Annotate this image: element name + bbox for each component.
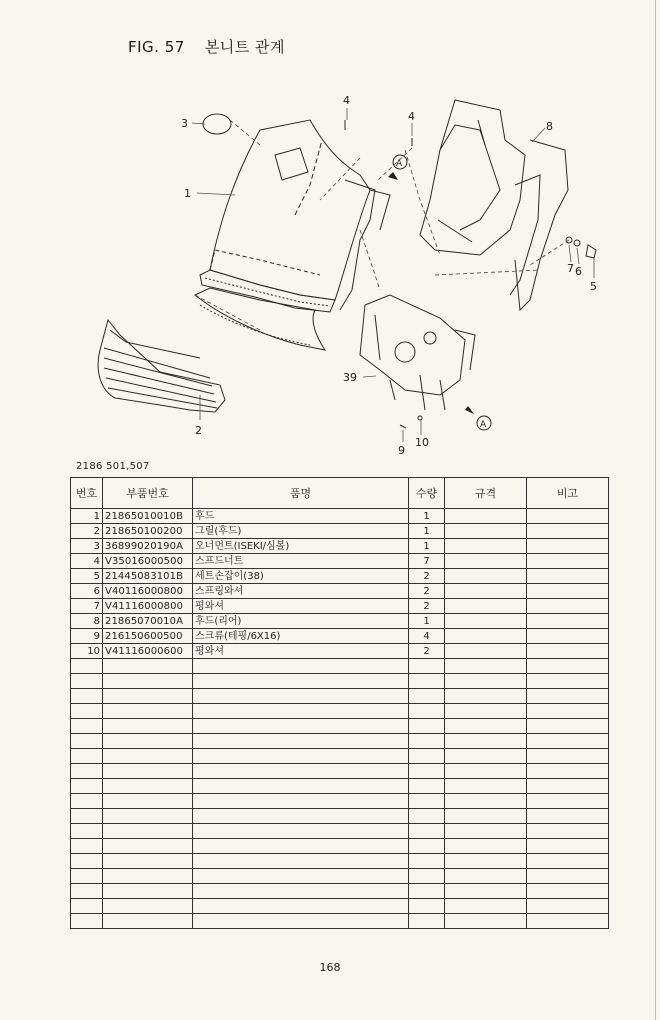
table-row (71, 584, 609, 599)
empty-cell (409, 749, 445, 764)
cell-spec (445, 629, 527, 644)
empty-cell (527, 749, 609, 764)
empty-cell (527, 809, 609, 824)
empty-cell (193, 689, 409, 704)
empty-cell (71, 824, 103, 839)
empty-table-row (71, 704, 609, 719)
empty-cell (103, 689, 193, 704)
cell-qty: 2 (409, 599, 445, 614)
empty-cell (193, 719, 409, 734)
svg-text:A: A (480, 420, 487, 430)
callout-5: 5 (590, 280, 597, 293)
empty-cell (445, 869, 527, 884)
reference-mark-bottom (465, 406, 491, 430)
cell-spec (445, 599, 527, 614)
empty-cell (409, 734, 445, 749)
cell-no: 8 (71, 614, 103, 629)
frame-part (360, 295, 475, 410)
empty-cell (193, 704, 409, 719)
header-no: 번호 (71, 478, 103, 509)
hood-part (200, 120, 390, 312)
table-row (71, 629, 609, 644)
empty-cell (527, 884, 609, 899)
cell-part-number: 216150600500 (103, 629, 193, 644)
cell-spec (445, 554, 527, 569)
cell-spec (445, 614, 527, 629)
table-row (71, 569, 609, 584)
hood-lower-panel (195, 288, 325, 350)
cell-qty: 1 (409, 524, 445, 539)
empty-cell (103, 704, 193, 719)
empty-cell (103, 779, 193, 794)
cell-remarks (527, 569, 609, 584)
cell-qty: 2 (409, 569, 445, 584)
empty-cell (527, 794, 609, 809)
screw-9 (400, 425, 406, 428)
empty-cell (103, 824, 193, 839)
empty-table-row (71, 899, 609, 914)
empty-cell (409, 764, 445, 779)
empty-cell (193, 674, 409, 689)
cell-part-name: 세트손잡이(38) (193, 569, 409, 584)
header-remarks: 비고 (527, 478, 609, 509)
table-row (71, 599, 609, 614)
cell-part-number: V41116000600 (103, 644, 193, 659)
table-row (71, 554, 609, 569)
header-part-name: 품명 (193, 478, 409, 509)
empty-cell (409, 674, 445, 689)
cell-spec (445, 509, 527, 524)
empty-cell (103, 749, 193, 764)
cell-no: 5 (71, 569, 103, 584)
callout-9: 9 (398, 444, 405, 457)
cell-no: 9 (71, 629, 103, 644)
empty-cell (193, 914, 409, 929)
empty-cell (71, 794, 103, 809)
empty-cell (445, 899, 527, 914)
empty-cell (71, 764, 103, 779)
empty-cell (445, 884, 527, 899)
cell-remarks (527, 539, 609, 554)
empty-cell (527, 914, 609, 929)
empty-cell (193, 839, 409, 854)
table-row (71, 509, 609, 524)
cell-qty: 2 (409, 644, 445, 659)
empty-cell (409, 899, 445, 914)
washer-10 (418, 416, 422, 420)
empty-cell (527, 839, 609, 854)
diagram-svg (60, 80, 620, 460)
empty-cell (193, 884, 409, 899)
empty-cell (409, 794, 445, 809)
empty-cell (445, 794, 527, 809)
empty-cell (445, 914, 527, 929)
cell-part-number: 21865010010B (103, 509, 193, 524)
empty-cell (103, 794, 193, 809)
empty-cell (445, 809, 527, 824)
callout-3: 3 (181, 117, 188, 130)
empty-cell (445, 674, 527, 689)
empty-cell (193, 854, 409, 869)
empty-cell (71, 689, 103, 704)
callout-10: 10 (415, 436, 429, 449)
cell-remarks (527, 524, 609, 539)
cell-part-number: 36899020190A (103, 539, 193, 554)
empty-table-row (71, 854, 609, 869)
empty-cell (103, 659, 193, 674)
empty-cell (409, 914, 445, 929)
empty-cell (527, 704, 609, 719)
cell-spec (445, 584, 527, 599)
cell-remarks (527, 614, 609, 629)
empty-cell (103, 914, 193, 929)
empty-cell (527, 854, 609, 869)
empty-cell (527, 689, 609, 704)
empty-cell (527, 734, 609, 749)
cell-qty: 7 (409, 554, 445, 569)
table-row (71, 524, 609, 539)
empty-cell (103, 839, 193, 854)
empty-cell (103, 899, 193, 914)
figure-number: FIG. 57 (128, 38, 185, 56)
empty-cell (445, 689, 527, 704)
empty-table-row (71, 884, 609, 899)
empty-cell (103, 869, 193, 884)
ornament-part (203, 114, 231, 134)
cell-part-name: 후드 (193, 509, 409, 524)
empty-cell (409, 884, 445, 899)
empty-cell (445, 704, 527, 719)
cell-part-name: 평와셔 (193, 599, 409, 614)
empty-cell (193, 794, 409, 809)
parts-table-body (71, 509, 609, 929)
cell-qty: 4 (409, 629, 445, 644)
header-part-number: 부품번호 (103, 478, 193, 509)
cell-no: 10 (71, 644, 103, 659)
empty-cell (193, 659, 409, 674)
empty-cell (409, 824, 445, 839)
empty-cell (409, 659, 445, 674)
empty-cell (193, 734, 409, 749)
empty-cell (71, 659, 103, 674)
figure-title (128, 36, 285, 57)
empty-cell (71, 704, 103, 719)
callout-4-right: 4 (408, 110, 415, 123)
cell-part-number: 21865070010A (103, 614, 193, 629)
callout-7: 7 (567, 262, 574, 275)
cell-remarks (527, 599, 609, 614)
empty-cell (103, 674, 193, 689)
empty-table-row (71, 764, 609, 779)
empty-cell (409, 869, 445, 884)
table-row (71, 539, 609, 554)
empty-cell (445, 839, 527, 854)
callout-2: 2 (195, 424, 202, 437)
empty-cell (445, 824, 527, 839)
empty-table-row (71, 809, 609, 824)
cell-part-name: 스프링와셔 (193, 584, 409, 599)
empty-cell (193, 824, 409, 839)
cell-no: 4 (71, 554, 103, 569)
empty-cell (71, 749, 103, 764)
empty-cell (527, 659, 609, 674)
cell-remarks (527, 629, 609, 644)
cell-part-name: 스프드너트 (193, 554, 409, 569)
empty-table-row (71, 734, 609, 749)
cell-spec (445, 539, 527, 554)
empty-cell (71, 779, 103, 794)
cell-part-number: 21445083101B (103, 569, 193, 584)
empty-cell (193, 764, 409, 779)
empty-cell (193, 899, 409, 914)
callout-39: 39 (343, 371, 357, 384)
empty-cell (445, 854, 527, 869)
empty-cell (527, 674, 609, 689)
empty-cell (71, 914, 103, 929)
cell-part-number: V40116000800 (103, 584, 193, 599)
empty-cell (71, 899, 103, 914)
exploded-parts-diagram (60, 80, 620, 460)
empty-cell (193, 749, 409, 764)
empty-cell (527, 869, 609, 884)
empty-cell (103, 854, 193, 869)
empty-table-row (71, 719, 609, 734)
empty-cell (527, 764, 609, 779)
empty-cell (103, 884, 193, 899)
cell-remarks (527, 554, 609, 569)
empty-cell (193, 779, 409, 794)
empty-table-row (71, 674, 609, 689)
cell-qty: 1 (409, 614, 445, 629)
table-row (71, 614, 609, 629)
empty-cell (445, 734, 527, 749)
empty-cell (527, 824, 609, 839)
cell-part-name: 스크류(테핑/6X16) (193, 629, 409, 644)
cell-spec (445, 644, 527, 659)
cell-no: 1 (71, 509, 103, 524)
cell-part-number: V41116000800 (103, 599, 193, 614)
empty-cell (103, 809, 193, 824)
cell-remarks (527, 584, 609, 599)
empty-cell (445, 749, 527, 764)
parts-table (70, 477, 609, 929)
cell-no: 6 (71, 584, 103, 599)
washer-6 (574, 240, 580, 246)
table-row (71, 644, 609, 659)
cell-spec (445, 524, 527, 539)
empty-cell (409, 854, 445, 869)
empty-cell (71, 884, 103, 899)
cell-part-name: 그릴(후드) (193, 524, 409, 539)
empty-cell (71, 734, 103, 749)
cell-qty: 2 (409, 584, 445, 599)
empty-table-row (71, 824, 609, 839)
callout-4-left: 4 (343, 94, 350, 107)
empty-cell (527, 719, 609, 734)
empty-cell (409, 689, 445, 704)
cell-remarks (527, 644, 609, 659)
model-code: 2186 501,507 (76, 461, 150, 472)
cell-no: 2 (71, 524, 103, 539)
empty-cell (71, 809, 103, 824)
table-header-row (71, 478, 609, 509)
cell-part-number: V35016000500 (103, 554, 193, 569)
empty-cell (71, 674, 103, 689)
figure-name: 본니트 관계 (204, 38, 286, 56)
empty-cell (445, 779, 527, 794)
header-spec: 규격 (445, 478, 527, 509)
empty-cell (71, 839, 103, 854)
empty-table-row (71, 794, 609, 809)
callout-1: 1 (184, 187, 191, 200)
empty-cell (445, 659, 527, 674)
cell-qty: 1 (409, 539, 445, 554)
cell-no: 7 (71, 599, 103, 614)
page-edge (655, 0, 656, 1020)
empty-cell (71, 719, 103, 734)
cell-qty: 1 (409, 509, 445, 524)
header-qty: 수량 (409, 478, 445, 509)
svg-text:A: A (396, 159, 403, 169)
empty-cell (409, 779, 445, 794)
empty-table-row (71, 839, 609, 854)
empty-cell (71, 869, 103, 884)
empty-cell (103, 734, 193, 749)
grill-part (98, 320, 225, 412)
callout-6: 6 (575, 265, 582, 278)
cell-remarks (527, 509, 609, 524)
cell-part-name: 평와셔 (193, 644, 409, 659)
empty-cell (409, 704, 445, 719)
empty-cell (71, 854, 103, 869)
cell-spec (445, 569, 527, 584)
empty-table-row (71, 779, 609, 794)
set-knob-5 (586, 245, 596, 258)
empty-table-row (71, 914, 609, 929)
empty-table-row (71, 869, 609, 884)
page-number: 168 (319, 961, 341, 974)
empty-cell (409, 809, 445, 824)
empty-table-row (71, 689, 609, 704)
cell-part-name: 오너먼트(ISEKI/심볼) (193, 539, 409, 554)
empty-cell (103, 764, 193, 779)
cell-part-name: 후드(리어) (193, 614, 409, 629)
cell-part-number: 218650100200 (103, 524, 193, 539)
empty-cell (103, 719, 193, 734)
empty-cell (409, 719, 445, 734)
cell-no: 3 (71, 539, 103, 554)
empty-cell (445, 719, 527, 734)
empty-cell (527, 779, 609, 794)
empty-table-row (71, 749, 609, 764)
empty-cell (527, 899, 609, 914)
empty-cell (445, 764, 527, 779)
empty-cell (193, 869, 409, 884)
callout-8: 8 (546, 120, 553, 133)
empty-cell (409, 839, 445, 854)
empty-table-row (71, 659, 609, 674)
empty-cell (193, 809, 409, 824)
